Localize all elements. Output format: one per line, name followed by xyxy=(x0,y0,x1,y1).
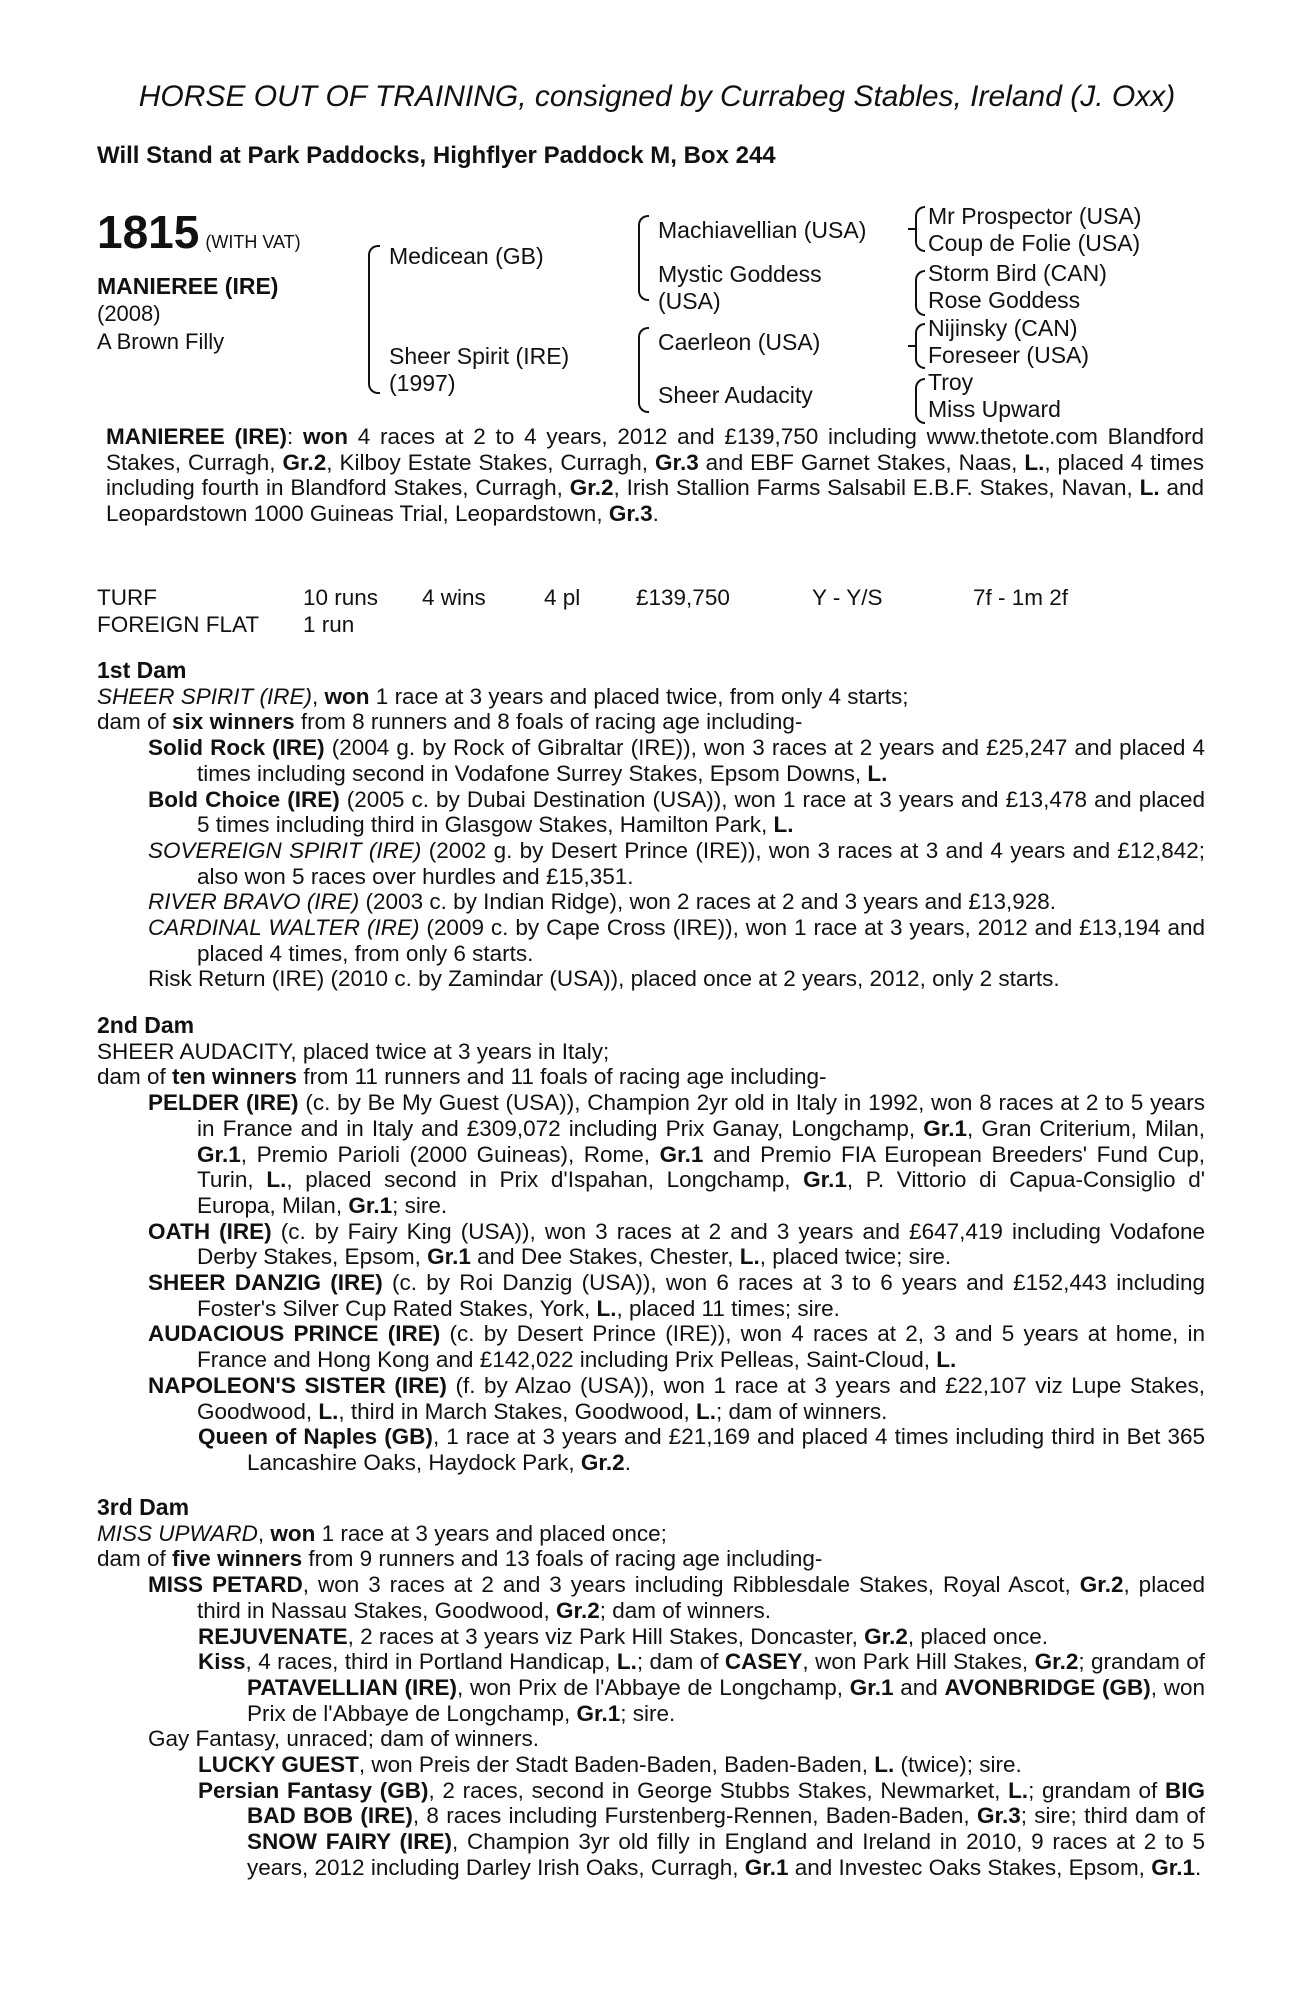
grade-label: Gr.1 xyxy=(803,1167,847,1193)
offspring-name: PATAVELLIAN (IRE) xyxy=(247,1674,458,1700)
text: ; dam of xyxy=(636,1649,725,1675)
pedigree-ssd: Coup de Folie (USA) xyxy=(928,230,1141,256)
offspring-entry xyxy=(97,1321,1205,1372)
stat-foreign-label: FOREIGN FLAT xyxy=(97,612,260,637)
offspring-name: SNOW FAIRY (IRE) xyxy=(247,1829,453,1855)
dam-line xyxy=(97,684,1205,710)
stat-turf-placed: 4 pl xyxy=(544,585,581,610)
won-label: won xyxy=(270,1520,316,1546)
text: , placed 11 times; sire. xyxy=(616,1295,840,1321)
text: , placed twice; sire. xyxy=(759,1244,952,1270)
pedigree-dam: Sheer Spirit (IRE) xyxy=(389,343,570,369)
dam-of-line xyxy=(97,1546,1205,1572)
listed-label: L. xyxy=(936,1347,957,1373)
offspring-name: Persian Fantasy (GB) xyxy=(198,1777,429,1803)
stat-turf-distance: 7f - 1m 2f xyxy=(973,585,1069,610)
grade-label: Gr.2 xyxy=(555,1597,600,1623)
pedigree-brace xyxy=(638,327,649,413)
text: , 2 races, second in George Stubbs Stakes, Newmarket, xyxy=(428,1777,1009,1803)
horse-name: MANIEREE (IRE) xyxy=(97,273,279,299)
dam-of-line xyxy=(97,709,1205,735)
stat-turf-wins: 4 wins xyxy=(422,585,486,610)
text: (2009 c. by Cape Cross (IRE)), won 1 race at 3 years, 2012 and £13,194 and placed 4 times, from only 6 starts. xyxy=(197,915,1206,966)
dam-name: SHEER SPIRIT (IRE) xyxy=(97,683,313,709)
text: . xyxy=(624,1449,631,1475)
text: (2002 g. by Desert Prince (IRE)), won 3 races at 3 and 4 years and £12,842; also won 5 races over hurdles and £15,351. xyxy=(197,837,1205,889)
winners-count: five winners xyxy=(172,1546,303,1572)
summary-text: , Irish Stallion Farms Salsabil E.B.F. Stakes, Navan, xyxy=(613,475,1140,501)
text: , won Preis der Stadt Baden-Baden, Baden-Baden, xyxy=(358,1752,875,1778)
grade-label: Gr.2 xyxy=(1079,1572,1124,1598)
lot-number: 1815 xyxy=(97,206,200,258)
grade-label: Gr.1 xyxy=(923,1115,967,1141)
third-dam-section xyxy=(97,1495,1205,1881)
summary-text: 4 races at 2 to 4 years, 2012 and £139,750 including www.thetote.com Blandford Stakes, Curragh, xyxy=(106,424,1204,475)
offspring-name: PELDER (IRE) xyxy=(148,1090,299,1116)
text: , won Prix de l'Abbaye de Longchamp, xyxy=(457,1674,850,1700)
text: (2005 c. by Dubai Destination (USA)), won 1 race at 3 years and £13,478 and placed 5 times including third in Glasgow Stakes, Hamilton Park, xyxy=(197,786,1206,838)
dam-of-line xyxy=(97,1064,1205,1090)
pedigree-dds: Troy xyxy=(928,369,974,395)
dam-line xyxy=(97,1521,1205,1547)
text: (c. by Desert Prince (IRE)), won 4 races at 2, 3 and 5 years at home, in France and Hong Kong and £142,022 including Prix Pelleas, Saint-Cloud, xyxy=(197,1321,1206,1373)
text: Gay Fantasy, unraced; dam of winners. xyxy=(148,1726,540,1752)
text: ; sire; third dam of xyxy=(1020,1803,1205,1829)
text: , xyxy=(312,683,325,709)
text: , won 3 races at 2 and 3 years including Ribblesdale Stakes, Royal Ascot, xyxy=(302,1572,1080,1598)
text: , P. Vittorio di Capua-Consiglio d' Europa, Milan, xyxy=(197,1167,1206,1218)
offspring-entry xyxy=(97,1090,1205,1219)
text: and Investec Oaks Stakes, Epsom, xyxy=(788,1854,1152,1880)
stat-turf-money: £139,750 xyxy=(636,585,730,610)
consignor-header: HORSE OUT OF TRAINING, consigned by Currabeg Stables, Ireland (J. Oxx) xyxy=(138,80,1176,113)
pedigree-sire-sire: Machiavellian (USA) xyxy=(658,217,867,243)
offspring-entry xyxy=(97,735,1205,786)
text: . xyxy=(1194,1854,1202,1880)
stat-turf-label: TURF xyxy=(97,585,157,610)
summary-horse-name: MANIEREE (IRE) xyxy=(106,424,288,449)
text: and Dee Stakes, Chester, xyxy=(470,1244,740,1270)
race-summary xyxy=(106,424,1204,527)
offspring-entry xyxy=(97,787,1205,838)
pedigree-dss: Nijinsky (CAN) xyxy=(928,315,1078,341)
text: , third in March Stakes, Goodwood, xyxy=(338,1398,697,1424)
second-dam-section xyxy=(97,1013,1205,1476)
pedigree-dam-dam: Sheer Audacity xyxy=(658,382,813,408)
summary-text: , placed 4 times including fourth in Blandford Stakes, Curragh, xyxy=(106,449,1205,501)
listed-label: L. xyxy=(1008,1777,1029,1803)
stand-location: Will Stand at Park Paddocks, Highflyer Paddock M, Box 244 xyxy=(97,142,776,169)
text: ; grandam of xyxy=(1078,1649,1205,1675)
offspring-name: LUCKY GUEST xyxy=(198,1752,359,1778)
offspring-entry xyxy=(97,1373,1205,1424)
won-label: won xyxy=(303,424,349,449)
text: , placed second in Prix d'Ispahan, Longchamp, xyxy=(286,1167,804,1193)
text: , xyxy=(257,1520,271,1546)
offspring-entry xyxy=(97,1649,1205,1726)
offspring-name: Kiss xyxy=(198,1649,246,1675)
grade-label: Gr.1 xyxy=(348,1192,393,1218)
text: from 11 runners and 11 foals of racing age including- xyxy=(297,1064,827,1090)
offspring-name: BIG BAD BOB (IRE) xyxy=(247,1777,1205,1829)
offspring-name: MISS PETARD xyxy=(148,1572,303,1598)
text: (c. by Fairy King (USA)), won 3 races at 2 and 3 years and £647,419 including Vodafone Derby Stakes, Epsom, xyxy=(197,1218,1205,1270)
won-label: won xyxy=(324,683,370,709)
pedigree-brace xyxy=(915,378,925,424)
grade-label: Gr.1 xyxy=(1151,1854,1195,1880)
listed-label: L. xyxy=(1024,449,1045,475)
text: , won Park Hill Stakes, xyxy=(802,1649,1035,1675)
offspring-name: OATH (IRE) xyxy=(148,1218,272,1244)
summary-paragraph: MANIEREE (IRE): won 4 races at 2 to 4 years, 2012 and £139,750 including www.thetote.com Blandford Stakes, Curragh, Gr.2, Kilboy Estate Stakes, Curragh, Gr.3 and EBF Garnet Stakes, Naas, L., placed 4 times including fourth in Blandford Stakes, Curragh, Gr.2, Irish Stallion Farms Salsabil E.B.F. Stakes, Navan, L. and Leopardstown 1000 Guineas Trial, Leopardstown, Gr.3. xyxy=(106,424,1205,527)
horse-info xyxy=(97,272,278,356)
offspring-entry xyxy=(97,1270,1205,1321)
text: , 8 races including Furstenberg-Rennen, Baden-Baden, xyxy=(412,1803,977,1829)
text: ; dam of winners. xyxy=(716,1398,888,1424)
summary-text: and Leopardstown 1000 Guineas Trial, Leopardstown, xyxy=(106,475,1204,527)
offspring-entry xyxy=(97,1219,1205,1270)
text: ; sire. xyxy=(392,1192,448,1218)
text: (f. by Alzao (USA)), won 1 race at 3 years and £22,107 viz Lupe Stakes, Goodwood, xyxy=(197,1372,1205,1424)
stat-turf-runs: 10 runs xyxy=(303,585,379,610)
summary-text: and EBF Garnet Stakes, Naas, xyxy=(698,449,1025,475)
offspring-name: SOVEREIGN SPIRIT (IRE) xyxy=(148,837,422,863)
grade-label: Gr.1 xyxy=(576,1700,621,1726)
text: ; dam of winners. xyxy=(599,1597,772,1623)
listed-label: L. xyxy=(867,760,888,786)
dam-name: MISS UPWARD xyxy=(97,1520,258,1546)
pedigree-sire-dam: Mystic Goddess xyxy=(658,261,822,287)
pedigree-brace xyxy=(368,245,380,394)
summary-text: . xyxy=(652,501,659,527)
offspring-entry xyxy=(97,1572,1205,1623)
text: (c. by Roi Danzig (USA)), won 6 races at 3 to 6 years and £152,443 including Foster's Silver Cup Rated Stakes, York, xyxy=(197,1270,1206,1321)
listed-label: L. xyxy=(596,1295,617,1321)
grade-label: Gr.3 xyxy=(608,501,653,527)
offspring-entry xyxy=(97,1726,1205,1752)
pedigree-sire-dam-country: (USA) xyxy=(658,288,721,314)
text: , 4 races, third in Portland Handicap, xyxy=(245,1649,617,1675)
offspring-name: Bold Choice (IRE) xyxy=(148,786,340,812)
text: ; grandam of xyxy=(1028,1777,1165,1803)
section-heading: 3rd Dam xyxy=(97,1494,190,1520)
grade-label: Gr.2 xyxy=(569,475,614,501)
grade-label: Gr.2 xyxy=(282,449,327,475)
pedigree-dam-sire: Caerleon (USA) xyxy=(658,329,821,355)
pedigree-brace xyxy=(915,206,925,252)
text: , placed once. xyxy=(907,1623,1048,1649)
text: , 1 race at 3 years and £21,169 and placed 4 times including third in Bet 365 Lancashire Oaks, Haydock Park, xyxy=(247,1424,1205,1475)
grade-label: Gr.1 xyxy=(849,1674,894,1700)
grade-label: Gr.2 xyxy=(1034,1649,1079,1675)
pedigree-brace xyxy=(638,215,649,301)
grade-label: Gr.3 xyxy=(654,449,699,475)
text: dam of xyxy=(97,1064,173,1090)
pedigree-sds: Storm Bird (CAN) xyxy=(928,260,1107,286)
stat-turf-going: Y - Y/S xyxy=(812,585,883,610)
offspring-entry xyxy=(97,915,1205,966)
horse-year: (2008) xyxy=(97,301,161,326)
text: (c. by Be My Guest (USA)), Champion 2yr old in Italy in 1992, won 8 races at 2 to 5 years in France and in Italy and £309,072 including Prix Ganay, Longchamp, xyxy=(197,1090,1205,1141)
listed-label: L. xyxy=(739,1244,760,1270)
pedigree-brace xyxy=(915,323,925,369)
grade-label: Gr.2 xyxy=(864,1623,908,1649)
text: 1 race at 3 years and placed once; xyxy=(315,1520,667,1546)
summary-text: , Kilboy Estate Stakes, Curragh, xyxy=(326,449,655,475)
first-dam-section xyxy=(97,658,1205,992)
text: , won Prix de l'Abbaye de Longchamp, xyxy=(247,1674,1205,1726)
text: ; sire. xyxy=(620,1700,676,1726)
grade-label: Gr.1 xyxy=(744,1854,789,1880)
pedigree-sire: Medicean (GB) xyxy=(389,243,544,269)
pedigree-ddd: Miss Upward xyxy=(928,396,1061,422)
offspring-name: Solid Rock (IRE) xyxy=(148,735,325,761)
offspring-name: Queen of Naples (GB) xyxy=(198,1424,433,1450)
pedigree-brace xyxy=(915,270,925,316)
offspring-name: CARDINAL WALTER (IRE) xyxy=(148,915,420,941)
text: 1 race at 3 years and placed twice, from only 4 starts; xyxy=(369,683,909,709)
listed-label: L. xyxy=(616,1649,637,1675)
pedigree-dam-year: (1997) xyxy=(389,370,456,396)
text: , Gran Criterium, Milan, xyxy=(967,1115,1205,1141)
grade-label: Gr.1 xyxy=(197,1141,241,1167)
grade-label: Gr.1 xyxy=(427,1244,471,1270)
section-heading: 2nd Dam xyxy=(97,1012,195,1038)
offspring-name: AVONBRIDGE (GB) xyxy=(944,1674,1151,1700)
offspring-entry xyxy=(97,1424,1205,1475)
winners-count: six winners xyxy=(172,709,295,735)
listed-label: L. xyxy=(874,1752,895,1778)
text: and Premio FIA European Breeders' Fund Cup, Turin, xyxy=(197,1141,1205,1193)
pedigree-sdd: Rose Goddess xyxy=(928,287,1081,313)
horse-description: A Brown Filly xyxy=(97,329,225,354)
listed-label: L. xyxy=(773,812,794,838)
text: , 2 races at 3 years viz Park Hill Stakes, Doncaster, xyxy=(347,1623,865,1649)
text: from 8 runners and 8 foals of racing age including- xyxy=(294,709,803,735)
offspring-name: REJUVENATE xyxy=(198,1623,348,1649)
offspring-entry xyxy=(97,889,1205,915)
text: and xyxy=(893,1674,945,1700)
offspring-entry xyxy=(97,838,1205,889)
text: Risk Return (IRE) (2010 c. by Zamindar (USA)), placed once at 2 years, 2012, only 2 starts. xyxy=(148,966,1060,992)
offspring-entry xyxy=(97,1778,1205,1881)
text: (2003 c. by Indian Ridge), won 2 races at 2 and 3 years and £13,928. xyxy=(359,889,1056,915)
listed-label: L. xyxy=(266,1167,287,1193)
dam-line: SHEER AUDACITY, placed twice at 3 years in Italy; xyxy=(97,1038,610,1064)
text: , Premio Parioli (2000 Guineas), Rome, xyxy=(240,1141,660,1167)
offspring-entry xyxy=(97,1624,1205,1650)
pedigree-sss: Mr Prospector (USA) xyxy=(928,203,1142,229)
text: , placed third in Nassau Stakes, Goodwood, xyxy=(197,1572,1205,1623)
text: (2004 g. by Rock of Gibraltar (IRE)), won 3 races at 2 years and £25,247 and placed 4 times including second in Vodafone Surrey Stakes, Epsom Downs, xyxy=(197,735,1205,786)
listed-label: L. xyxy=(318,1398,339,1424)
grade-label: Gr.2 xyxy=(580,1449,625,1475)
offspring-name: CASEY xyxy=(724,1649,803,1675)
section-heading: 1st Dam xyxy=(97,657,187,683)
grade-label: Gr.3 xyxy=(976,1803,1021,1829)
text: (twice); sire. xyxy=(894,1752,1022,1778)
listed-label: L. xyxy=(696,1398,717,1424)
text: from 9 runners and 13 foals of racing age including- xyxy=(302,1546,823,1572)
text: dam of xyxy=(97,709,173,735)
offspring-name: RIVER BRAVO (IRE) xyxy=(148,889,360,915)
grade-label: Gr.1 xyxy=(659,1141,704,1167)
text: dam of xyxy=(97,1546,173,1572)
offspring-entry xyxy=(97,966,1205,992)
winners-count: ten winners xyxy=(172,1064,298,1090)
offspring-name: AUDACIOUS PRINCE (IRE) xyxy=(148,1321,441,1347)
offspring-name: NAPOLEON'S SISTER (IRE) xyxy=(148,1372,447,1398)
offspring-entry xyxy=(97,1752,1205,1778)
stat-foreign-runs: 1 run xyxy=(303,612,355,637)
text: , Champion 3yr old filly in England and Ireland in 2010, 9 races at 2 to 5 years, 2012 including Darley Irish Oaks, Curragh, xyxy=(247,1829,1205,1880)
offspring-name: SHEER DANZIG (IRE) xyxy=(148,1270,383,1296)
listed-label: L. xyxy=(1139,475,1160,501)
pedigree-dsd: Foreseer (USA) xyxy=(928,342,1090,368)
lot-block xyxy=(97,205,301,259)
vat-note: (WITH VAT) xyxy=(205,232,301,252)
